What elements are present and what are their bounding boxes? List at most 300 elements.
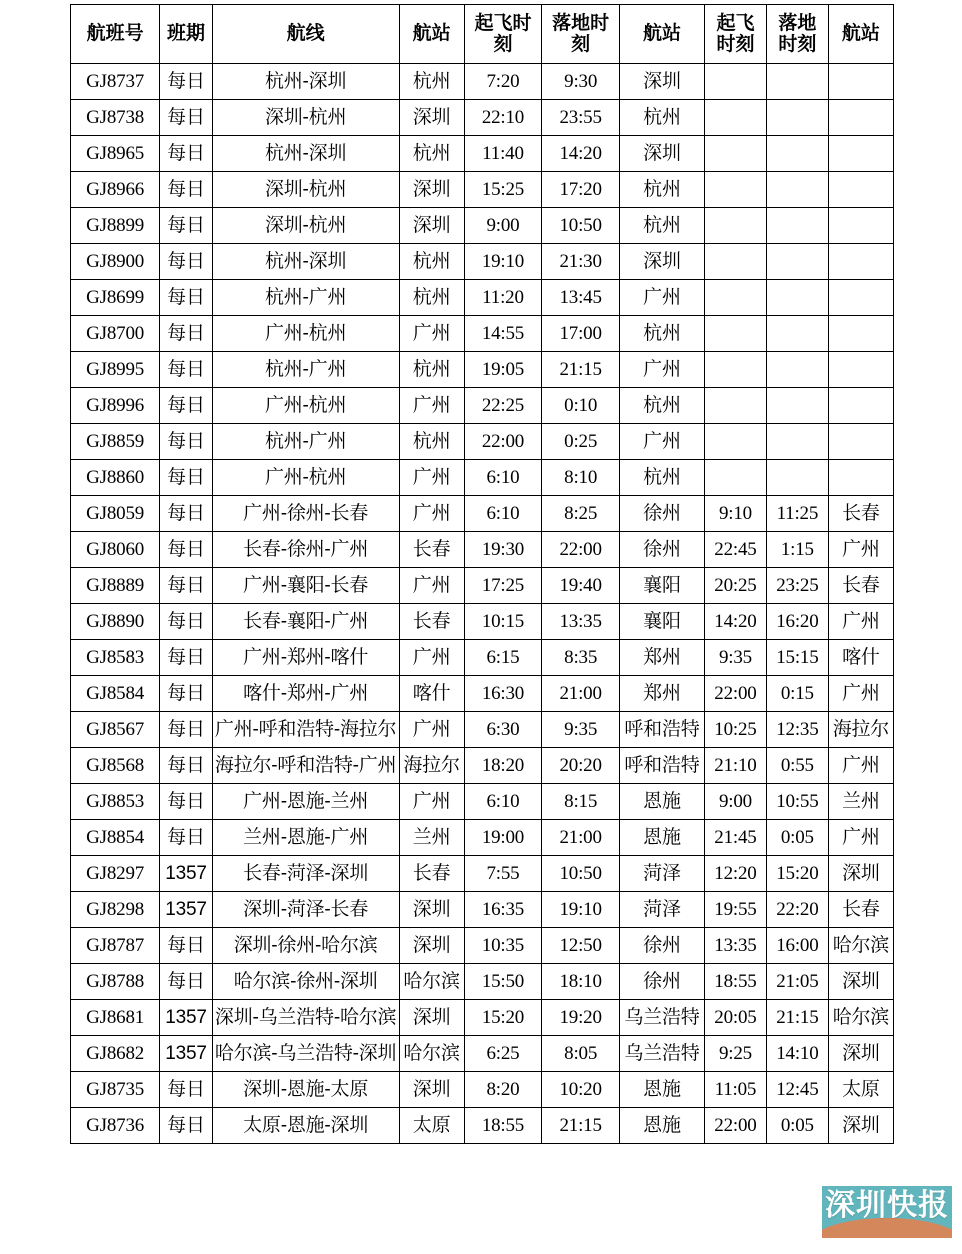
- cell-route: 广州-呼和浩特-海拉尔: [212, 712, 399, 748]
- cell-station-3: [828, 352, 893, 388]
- table-row: [71, 208, 894, 244]
- cell-schedule-days: 每日: [160, 460, 212, 496]
- cell-flight-number: GJ8583: [71, 640, 160, 676]
- cell-arrival-1: 9:35: [542, 712, 620, 748]
- cell-arrival-2: [766, 316, 828, 352]
- cell-station-3: 太原: [828, 1072, 893, 1108]
- table-row: [71, 136, 894, 172]
- column-header-departure-time-1: 起飞时刻: [464, 5, 542, 64]
- cell-route: 哈尔滨-徐州-深圳: [212, 964, 399, 1000]
- cell-route: 长春-徐州-广州: [212, 532, 399, 568]
- cell-station-1: 深圳: [399, 172, 464, 208]
- cell-route: 深圳-杭州: [212, 100, 399, 136]
- cell-station-1: 广州: [399, 640, 464, 676]
- cell-station-2: 广州: [619, 352, 704, 388]
- table-row: [71, 316, 894, 352]
- cell-station-3: 长春: [828, 892, 893, 928]
- cell-departure-1: 6:15: [464, 640, 542, 676]
- cell-route: 太原-恩施-深圳: [212, 1108, 399, 1144]
- column-header-route: 航线: [212, 5, 399, 64]
- cell-arrival-1: 19:10: [542, 892, 620, 928]
- cell-station-1: 深圳: [399, 1072, 464, 1108]
- cell-station-1: 喀什: [399, 676, 464, 712]
- cell-station-1: 广州: [399, 460, 464, 496]
- cell-arrival-2: [766, 172, 828, 208]
- cell-station-3: [828, 208, 893, 244]
- cell-departure-1: 7:20: [464, 64, 542, 100]
- cell-station-3: [828, 244, 893, 280]
- flight-schedule-container: [70, 4, 894, 1144]
- cell-departure-1: 11:20: [464, 280, 542, 316]
- cell-flight-number: GJ8966: [71, 172, 160, 208]
- cell-arrival-2: [766, 460, 828, 496]
- cell-station-3: [828, 64, 893, 100]
- cell-flight-number: GJ8854: [71, 820, 160, 856]
- cell-route: 广州-杭州: [212, 316, 399, 352]
- cell-flight-number: GJ8298: [71, 892, 160, 928]
- cell-station-3: [828, 424, 893, 460]
- cell-schedule-days: 每日: [160, 496, 212, 532]
- cell-departure-2: [704, 316, 766, 352]
- cell-flight-number: GJ8737: [71, 64, 160, 100]
- table-row: [71, 1036, 894, 1072]
- cell-route: 喀什-郑州-广州: [212, 676, 399, 712]
- cell-departure-1: 22:25: [464, 388, 542, 424]
- cell-departure-2: [704, 424, 766, 460]
- cell-departure-1: 22:00: [464, 424, 542, 460]
- cell-station-2: 呼和浩特: [619, 712, 704, 748]
- cell-station-1: 杭州: [399, 244, 464, 280]
- cell-departure-1: 18:55: [464, 1108, 542, 1144]
- cell-flight-number: GJ8060: [71, 532, 160, 568]
- cell-arrival-2: 22:20: [766, 892, 828, 928]
- cell-station-1: 深圳: [399, 100, 464, 136]
- cell-station-3: 哈尔滨: [828, 1000, 893, 1036]
- cell-arrival-1: 17:20: [542, 172, 620, 208]
- cell-arrival-1: 10:20: [542, 1072, 620, 1108]
- cell-schedule-days: 每日: [160, 316, 212, 352]
- cell-station-2: 郑州: [619, 676, 704, 712]
- table-row: [71, 820, 894, 856]
- cell-route: 广州-杭州: [212, 460, 399, 496]
- cell-station-2: 乌兰浩特: [619, 1036, 704, 1072]
- cell-flight-number: GJ8890: [71, 604, 160, 640]
- cell-arrival-2: 12:45: [766, 1072, 828, 1108]
- cell-arrival-2: 11:25: [766, 496, 828, 532]
- cell-arrival-2: 21:15: [766, 1000, 828, 1036]
- cell-arrival-2: [766, 352, 828, 388]
- cell-arrival-2: 0:55: [766, 748, 828, 784]
- cell-arrival-2: 16:20: [766, 604, 828, 640]
- cell-arrival-1: 23:55: [542, 100, 620, 136]
- cell-departure-2: 20:25: [704, 568, 766, 604]
- cell-schedule-days: 每日: [160, 388, 212, 424]
- cell-schedule-days: 每日: [160, 640, 212, 676]
- cell-schedule-days: 每日: [160, 712, 212, 748]
- cell-arrival-1: 21:15: [542, 352, 620, 388]
- cell-route: 长春-襄阳-广州: [212, 604, 399, 640]
- cell-station-3: 海拉尔: [828, 712, 893, 748]
- cell-arrival-2: [766, 388, 828, 424]
- cell-station-1: 广州: [399, 496, 464, 532]
- cell-departure-1: 6:30: [464, 712, 542, 748]
- cell-route: 广州-杭州: [212, 388, 399, 424]
- column-header-station-3: 航站: [828, 5, 893, 64]
- cell-arrival-1: 21:00: [542, 820, 620, 856]
- table-body: [71, 64, 894, 1144]
- cell-station-1: 广州: [399, 568, 464, 604]
- cell-station-3: 深圳: [828, 1108, 893, 1144]
- cell-departure-2: 19:55: [704, 892, 766, 928]
- cell-arrival-1: 13:45: [542, 280, 620, 316]
- cell-arrival-1: 0:25: [542, 424, 620, 460]
- cell-schedule-days: 1357: [160, 1000, 212, 1036]
- cell-departure-1: 14:55: [464, 316, 542, 352]
- cell-flight-number: GJ8682: [71, 1036, 160, 1072]
- cell-departure-1: 19:10: [464, 244, 542, 280]
- table-row: [71, 388, 894, 424]
- cell-route: 杭州-深圳: [212, 64, 399, 100]
- cell-station-1: 杭州: [399, 352, 464, 388]
- cell-schedule-days: 每日: [160, 928, 212, 964]
- cell-schedule-days: 每日: [160, 964, 212, 1000]
- cell-station-2: 深圳: [619, 136, 704, 172]
- cell-station-1: 长春: [399, 604, 464, 640]
- cell-station-1: 深圳: [399, 928, 464, 964]
- cell-schedule-days: 每日: [160, 136, 212, 172]
- cell-station-2: 徐州: [619, 496, 704, 532]
- cell-arrival-2: 0:05: [766, 820, 828, 856]
- cell-station-1: 长春: [399, 532, 464, 568]
- cell-arrival-1: 8:05: [542, 1036, 620, 1072]
- watermark-label: 深圳快报: [825, 1189, 949, 1222]
- flight-schedule-table: [70, 4, 894, 1144]
- cell-departure-1: 15:50: [464, 964, 542, 1000]
- cell-departure-1: 15:25: [464, 172, 542, 208]
- cell-station-2: 恩施: [619, 1072, 704, 1108]
- cell-departure-2: 10:25: [704, 712, 766, 748]
- cell-station-3: 广州: [828, 604, 893, 640]
- cell-station-3: 深圳: [828, 856, 893, 892]
- cell-route: 深圳-杭州: [212, 208, 399, 244]
- cell-station-2: 菏泽: [619, 892, 704, 928]
- cell-station-2: 郑州: [619, 640, 704, 676]
- cell-flight-number: GJ8859: [71, 424, 160, 460]
- cell-flight-number: GJ8700: [71, 316, 160, 352]
- table-row: [71, 1108, 894, 1144]
- cell-arrival-1: 22:00: [542, 532, 620, 568]
- cell-station-3: 深圳: [828, 964, 893, 1000]
- cell-departure-2: 9:25: [704, 1036, 766, 1072]
- cell-station-1: 哈尔滨: [399, 964, 464, 1000]
- cell-arrival-1: 17:00: [542, 316, 620, 352]
- cell-route: 广州-郑州-喀什: [212, 640, 399, 676]
- table-row: [71, 712, 894, 748]
- cell-station-1: 兰州: [399, 820, 464, 856]
- column-header-arrival-time-1: 落地时刻: [542, 5, 620, 64]
- cell-route: 广州-徐州-长春: [212, 496, 399, 532]
- cell-departure-1: 19:00: [464, 820, 542, 856]
- cell-route: 深圳-徐州-哈尔滨: [212, 928, 399, 964]
- cell-departure-1: 9:00: [464, 208, 542, 244]
- cell-route: 哈尔滨-乌兰浩特-深圳: [212, 1036, 399, 1072]
- cell-schedule-days: 1357: [160, 892, 212, 928]
- cell-arrival-2: [766, 280, 828, 316]
- cell-station-1: 杭州: [399, 280, 464, 316]
- cell-departure-1: 6:25: [464, 1036, 542, 1072]
- cell-departure-2: 14:20: [704, 604, 766, 640]
- cell-station-3: 广州: [828, 532, 893, 568]
- cell-arrival-2: 1:15: [766, 532, 828, 568]
- cell-station-1: 杭州: [399, 424, 464, 460]
- cell-arrival-1: 21:15: [542, 1108, 620, 1144]
- cell-departure-2: 9:35: [704, 640, 766, 676]
- cell-station-2: 徐州: [619, 928, 704, 964]
- cell-arrival-1: 21:00: [542, 676, 620, 712]
- cell-departure-2: 11:05: [704, 1072, 766, 1108]
- cell-schedule-days: 1357: [160, 1036, 212, 1072]
- cell-station-1: 长春: [399, 856, 464, 892]
- column-header-station-1: 航站: [399, 5, 464, 64]
- cell-schedule-days: 每日: [160, 568, 212, 604]
- cell-station-2: 杭州: [619, 460, 704, 496]
- header-row: [71, 5, 894, 64]
- column-header-arrival-time-2: 落地时刻: [766, 5, 828, 64]
- table-row: [71, 640, 894, 676]
- cell-station-3: 兰州: [828, 784, 893, 820]
- cell-schedule-days: 每日: [160, 280, 212, 316]
- cell-route: 杭州-深圳: [212, 136, 399, 172]
- cell-schedule-days: 每日: [160, 532, 212, 568]
- table-row: [71, 532, 894, 568]
- cell-route: 海拉尔-呼和浩特-广州: [212, 748, 399, 784]
- cell-departure-2: 22:00: [704, 676, 766, 712]
- table-row: [71, 568, 894, 604]
- cell-route: 杭州-深圳: [212, 244, 399, 280]
- cell-flight-number: GJ8699: [71, 280, 160, 316]
- cell-route: 兰州-恩施-广州: [212, 820, 399, 856]
- cell-arrival-2: [766, 424, 828, 460]
- table-row: [71, 1072, 894, 1108]
- cell-arrival-1: 8:10: [542, 460, 620, 496]
- table-row: [71, 964, 894, 1000]
- cell-departure-1: 6:10: [464, 460, 542, 496]
- cell-schedule-days: 每日: [160, 244, 212, 280]
- cell-departure-2: 12:20: [704, 856, 766, 892]
- cell-route: 广州-恩施-兰州: [212, 784, 399, 820]
- cell-station-1: 广州: [399, 784, 464, 820]
- cell-departure-2: [704, 136, 766, 172]
- cell-station-1: 广州: [399, 712, 464, 748]
- cell-station-2: 徐州: [619, 532, 704, 568]
- cell-schedule-days: 每日: [160, 424, 212, 460]
- cell-flight-number: GJ8860: [71, 460, 160, 496]
- cell-arrival-1: 14:20: [542, 136, 620, 172]
- cell-station-1: 杭州: [399, 64, 464, 100]
- cell-station-3: [828, 460, 893, 496]
- cell-arrival-2: 14:10: [766, 1036, 828, 1072]
- cell-departure-2: 21:45: [704, 820, 766, 856]
- cell-departure-1: 22:10: [464, 100, 542, 136]
- cell-arrival-1: 21:30: [542, 244, 620, 280]
- cell-arrival-1: 18:10: [542, 964, 620, 1000]
- publisher-watermark: [822, 1186, 952, 1238]
- cell-station-3: 广州: [828, 676, 893, 712]
- cell-station-1: 广州: [399, 316, 464, 352]
- cell-departure-1: 7:55: [464, 856, 542, 892]
- cell-station-2: 恩施: [619, 784, 704, 820]
- cell-station-2: 杭州: [619, 172, 704, 208]
- cell-schedule-days: 每日: [160, 604, 212, 640]
- cell-departure-2: [704, 100, 766, 136]
- cell-flight-number: GJ8735: [71, 1072, 160, 1108]
- cell-departure-1: 17:25: [464, 568, 542, 604]
- cell-route: 深圳-杭州: [212, 172, 399, 208]
- cell-station-2: 杭州: [619, 388, 704, 424]
- cell-schedule-days: 每日: [160, 172, 212, 208]
- cell-station-2: 深圳: [619, 64, 704, 100]
- cell-station-3: 哈尔滨: [828, 928, 893, 964]
- cell-arrival-1: 8:15: [542, 784, 620, 820]
- table-row: [71, 784, 894, 820]
- cell-station-3: 喀什: [828, 640, 893, 676]
- cell-station-3: [828, 388, 893, 424]
- cell-departure-2: [704, 208, 766, 244]
- column-header-schedule-days: 班期: [160, 5, 212, 64]
- table-row: [71, 676, 894, 712]
- cell-station-2: 襄阳: [619, 604, 704, 640]
- cell-departure-1: 16:35: [464, 892, 542, 928]
- cell-flight-number: GJ8568: [71, 748, 160, 784]
- cell-schedule-days: 每日: [160, 208, 212, 244]
- cell-schedule-days: 每日: [160, 1072, 212, 1108]
- table-row: [71, 352, 894, 388]
- cell-flight-number: GJ8996: [71, 388, 160, 424]
- cell-arrival-2: [766, 100, 828, 136]
- cell-departure-1: 8:20: [464, 1072, 542, 1108]
- cell-schedule-days: 每日: [160, 64, 212, 100]
- cell-arrival-1: 8:35: [542, 640, 620, 676]
- cell-station-1: 杭州: [399, 136, 464, 172]
- table-row: [71, 892, 894, 928]
- cell-station-2: 乌兰浩特: [619, 1000, 704, 1036]
- cell-route: 深圳-恩施-太原: [212, 1072, 399, 1108]
- cell-arrival-2: [766, 136, 828, 172]
- cell-flight-number: GJ8738: [71, 100, 160, 136]
- cell-schedule-days: 每日: [160, 820, 212, 856]
- cell-flight-number: GJ8788: [71, 964, 160, 1000]
- cell-departure-1: 15:20: [464, 1000, 542, 1036]
- cell-station-1: 深圳: [399, 1000, 464, 1036]
- cell-station-3: [828, 280, 893, 316]
- cell-arrival-1: 0:10: [542, 388, 620, 424]
- cell-departure-2: [704, 460, 766, 496]
- table-row: [71, 496, 894, 532]
- cell-station-1: 深圳: [399, 208, 464, 244]
- cell-arrival-2: [766, 64, 828, 100]
- cell-station-3: 长春: [828, 568, 893, 604]
- cell-flight-number: GJ8736: [71, 1108, 160, 1144]
- table-row: [71, 64, 894, 100]
- table-row: [71, 280, 894, 316]
- cell-station-3: 长春: [828, 496, 893, 532]
- cell-station-2: 杭州: [619, 316, 704, 352]
- cell-station-3: [828, 100, 893, 136]
- table-row: [71, 100, 894, 136]
- cell-flight-number: GJ8297: [71, 856, 160, 892]
- cell-schedule-days: 每日: [160, 1108, 212, 1144]
- column-header-departure-time-2: 起飞时刻: [704, 5, 766, 64]
- table-header: [71, 5, 894, 64]
- table-row: [71, 748, 894, 784]
- cell-departure-2: 22:00: [704, 1108, 766, 1144]
- cell-station-1: 太原: [399, 1108, 464, 1144]
- table-row: [71, 928, 894, 964]
- cell-route: 深圳-乌兰浩特-哈尔滨: [212, 1000, 399, 1036]
- cell-arrival-2: 10:55: [766, 784, 828, 820]
- cell-schedule-days: 每日: [160, 100, 212, 136]
- cell-departure-1: 16:30: [464, 676, 542, 712]
- cell-arrival-1: 12:50: [542, 928, 620, 964]
- cell-arrival-1: 9:30: [542, 64, 620, 100]
- cell-flight-number: GJ8681: [71, 1000, 160, 1036]
- cell-departure-2: 22:45: [704, 532, 766, 568]
- cell-arrival-2: [766, 208, 828, 244]
- cell-station-1: 海拉尔: [399, 748, 464, 784]
- cell-station-1: 深圳: [399, 892, 464, 928]
- cell-route: 广州-襄阳-长春: [212, 568, 399, 604]
- cell-arrival-1: 10:50: [542, 208, 620, 244]
- cell-departure-1: 10:15: [464, 604, 542, 640]
- cell-station-2: 襄阳: [619, 568, 704, 604]
- table-row: [71, 424, 894, 460]
- cell-flight-number: GJ8900: [71, 244, 160, 280]
- cell-arrival-1: 8:25: [542, 496, 620, 532]
- cell-station-2: 菏泽: [619, 856, 704, 892]
- cell-departure-1: 19:30: [464, 532, 542, 568]
- table-row: [71, 856, 894, 892]
- cell-flight-number: GJ8853: [71, 784, 160, 820]
- cell-station-2: 杭州: [619, 208, 704, 244]
- cell-flight-number: GJ8059: [71, 496, 160, 532]
- cell-station-3: [828, 136, 893, 172]
- cell-station-3: [828, 172, 893, 208]
- cell-station-2: 恩施: [619, 1108, 704, 1144]
- cell-arrival-2: 0:05: [766, 1108, 828, 1144]
- cell-arrival-1: 19:40: [542, 568, 620, 604]
- cell-departure-2: 21:10: [704, 748, 766, 784]
- cell-arrival-2: 15:15: [766, 640, 828, 676]
- cell-arrival-2: 16:00: [766, 928, 828, 964]
- cell-departure-2: [704, 64, 766, 100]
- cell-station-3: 深圳: [828, 1036, 893, 1072]
- cell-departure-1: 19:05: [464, 352, 542, 388]
- cell-schedule-days: 1357: [160, 856, 212, 892]
- table-row: [71, 604, 894, 640]
- cell-flight-number: GJ8995: [71, 352, 160, 388]
- cell-departure-2: [704, 172, 766, 208]
- cell-departure-2: 9:00: [704, 784, 766, 820]
- cell-departure-1: 18:20: [464, 748, 542, 784]
- cell-arrival-1: 19:20: [542, 1000, 620, 1036]
- cell-schedule-days: 每日: [160, 676, 212, 712]
- cell-schedule-days: 每日: [160, 352, 212, 388]
- table-row: [71, 244, 894, 280]
- cell-departure-2: 18:55: [704, 964, 766, 1000]
- cell-station-2: 徐州: [619, 964, 704, 1000]
- cell-station-2: 深圳: [619, 244, 704, 280]
- cell-route: 深圳-菏泽-长春: [212, 892, 399, 928]
